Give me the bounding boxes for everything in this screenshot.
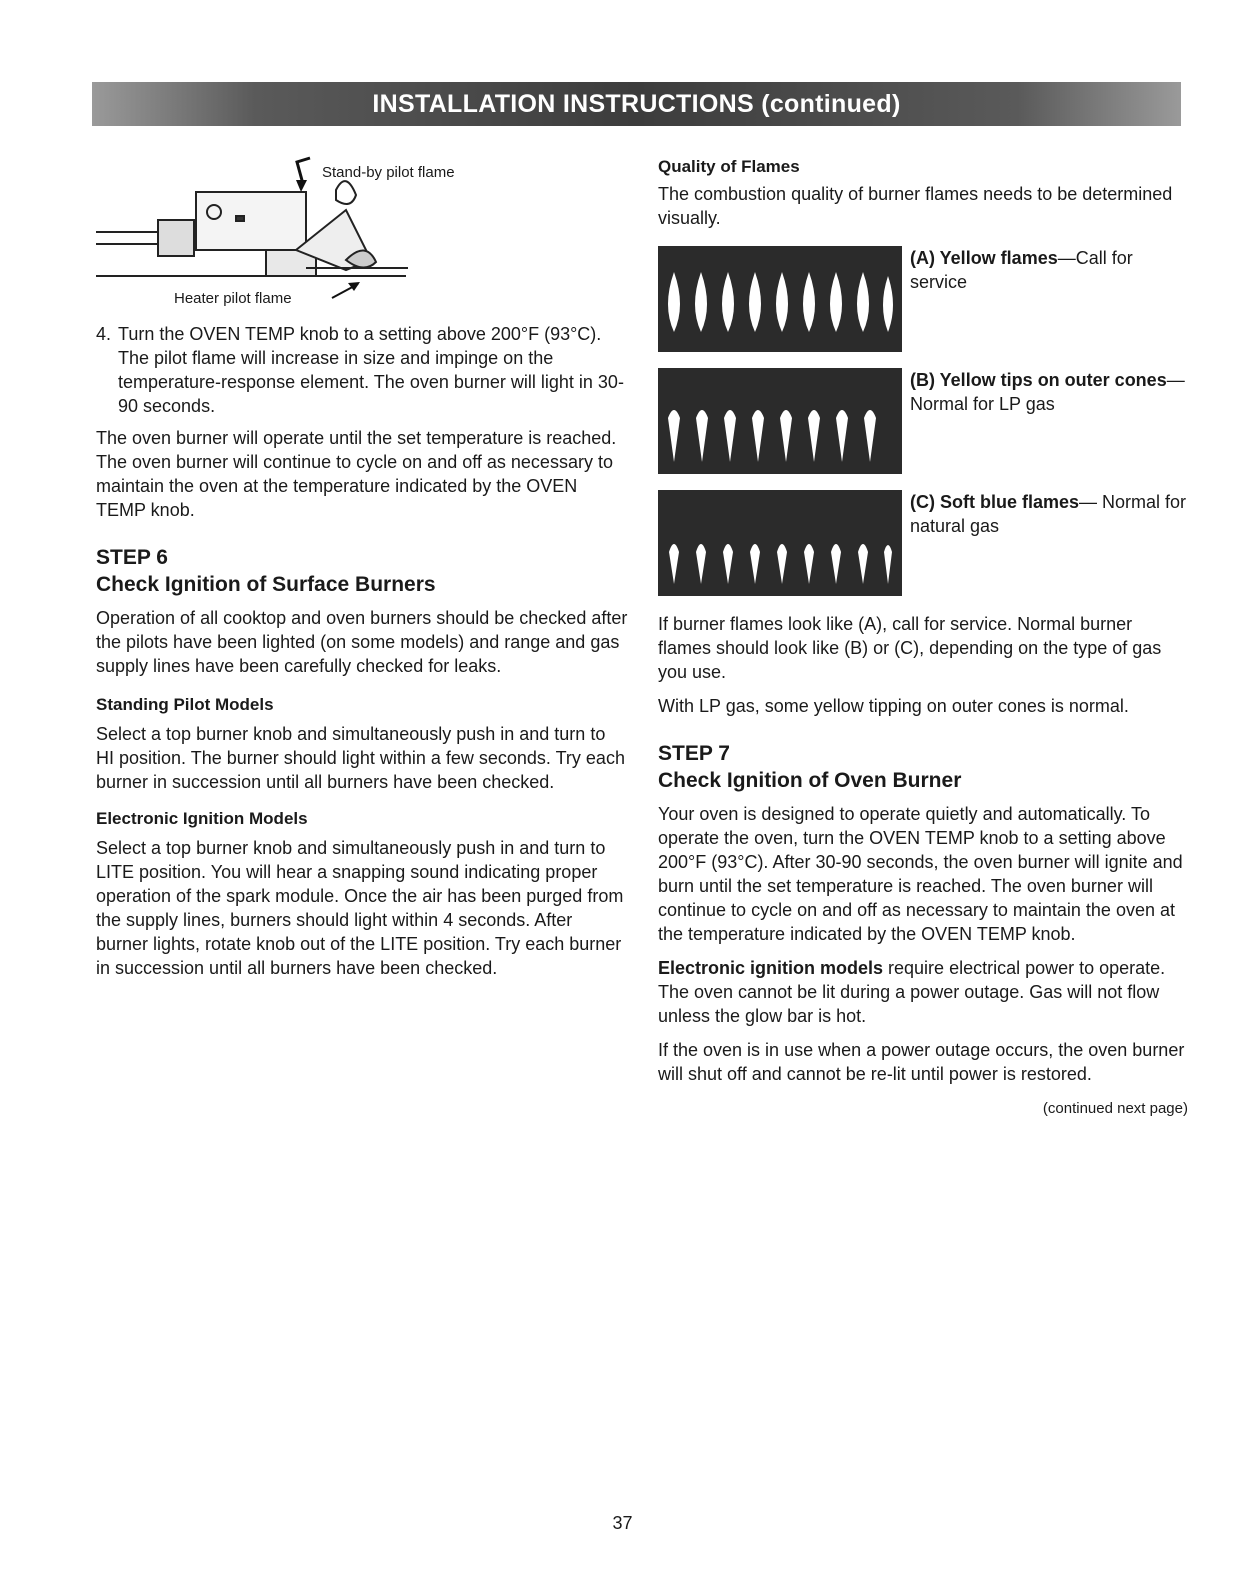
flame-example-a — [658, 246, 1188, 352]
oven-operate-paragraph: The oven burner will operate until the set temperature is reached. The oven burner will continue to cycle on and off as necessary to maintain the oven at the temperature indicated by the OVEN TEMP knob. — [96, 428, 617, 520]
step-4-number: 4. — [96, 324, 112, 344]
yellow-tips-image — [658, 368, 902, 474]
section-banner — [92, 82, 1181, 126]
electronic-ignition-note: Electronic ignition models require electrical power to operate. The oven cannot be lit during a power outage. Gas will not flow unless the glow bar is hot. — [658, 958, 1166, 1026]
flame-caption-c: (C) Soft blue flames— Normal for natural gas — [910, 492, 1187, 536]
step-7-label: STEP 7 — [658, 742, 730, 765]
electronic-ignition-paragraph: Select a top burner knob and simultaneously push in and turn to LITE position. You will hear a snapping sound indicating proper operation of the spark module. Once the air has been purged from the supply lines, burners should light within 4 seconds. After burner lights, rotate knob out of the LITE position. Try each burner in succession until all burners have been checked. — [96, 838, 624, 978]
banner-title: INSTALLATION INSTRUCTIONS (continued) — [372, 89, 901, 118]
power-outage-paragraph: If the oven is in use when a power outage occurs, the oven burner will shut off and cannot be re-lit until power is restored. — [658, 1040, 1185, 1084]
flame-examples — [658, 246, 1188, 596]
flame-example-b — [658, 368, 1188, 474]
electronic-ignition-heading: Electronic Ignition Models — [96, 809, 308, 828]
soft-blue-flames-icon — [658, 490, 902, 596]
step-6-paragraph: Operation of all cooktop and oven burners should be checked after the pilots have been lighted (on some models) and range and gas supply lines have been carefully checked for leaks. — [96, 608, 628, 676]
continued-note: (continued next page) — [1042, 1100, 1188, 1117]
standing-pilot-paragraph: Select a top burner knob and simultaneously push in and turn to HI position. The burner should light within a few seconds. Try each burner in succession until all burners have been checked. — [96, 724, 625, 792]
right-column — [658, 150, 1188, 1117]
flame-caption-a: (A) Yellow flames—Call for service — [910, 248, 1133, 292]
standing-pilot-heading: Standing Pilot Models — [96, 695, 274, 714]
pilot-diagram — [96, 150, 628, 320]
step-4-item — [96, 322, 628, 418]
lp-gas-paragraph: With LP gas, some yellow tipping on outer cones is normal. — [658, 696, 1129, 716]
flames-paragraph: If burner flames look like (A), call for service. Normal burner flames should look like (B) or (C), depending on the type of gas you use. — [658, 614, 1162, 682]
left-column — [96, 150, 628, 980]
yellow-flames-icon — [658, 246, 902, 352]
step-7-title: Check Ignition of Oven Burner — [658, 769, 962, 792]
yellow-tips-icon — [658, 368, 902, 474]
flame-caption-b: (B) Yellow tips on outer cones—Normal for LP gas — [910, 370, 1185, 414]
flame-example-c — [658, 490, 1188, 596]
soft-blue-flames-image — [658, 490, 902, 596]
heater-pilot-label: Heater pilot flame — [174, 290, 292, 307]
yellow-flames-image — [658, 246, 902, 352]
step-7-paragraph: Your oven is designed to operate quietly and automatically. To operate the oven, turn the OVEN TEMP knob to a setting above 200°F (93°C). After 30-90 seconds, the oven burner will ignite and burn until the set temperature is reached. The oven burner will continue to cycle on and off as necessary to maintain the oven at the temperature indicated by the OVEN TEMP knob. — [658, 804, 1183, 944]
step-6-label: STEP 6 — [96, 546, 168, 569]
page-number: 37 — [612, 1513, 633, 1533]
step-4-text: Turn the OVEN TEMP knob to a setting above 200°F (93°C). The pilot flame will increase in size and impinge on the temperature-response element. The oven burner will light in 30-90 seconds. — [118, 324, 624, 416]
step-6-title: Check Ignition of Surface Burners — [96, 573, 436, 596]
quality-heading: Quality of Flames — [658, 157, 800, 176]
standby-pilot-label: Stand-by pilot flame — [322, 164, 455, 181]
quality-paragraph: The combustion quality of burner flames needs to be determined visually. — [658, 184, 1173, 228]
